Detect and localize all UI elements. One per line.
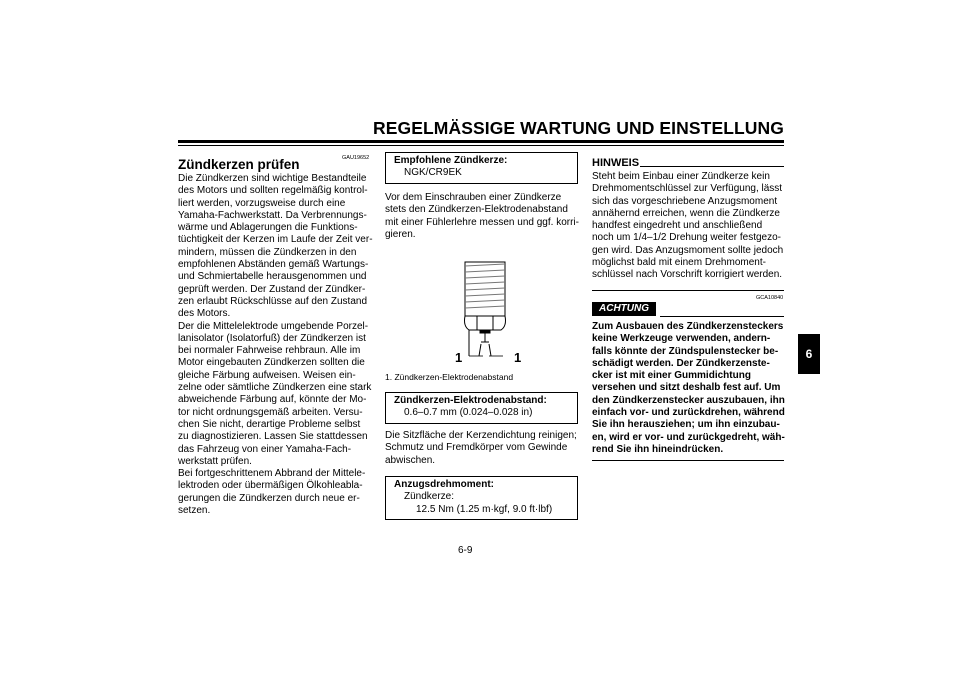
torque-box-value: 12.5 Nm (1.25 m·kgf, 9.0 ft·lbf) [416, 503, 553, 515]
achtung-code: GCA10840 [756, 295, 784, 301]
header-rule-thin [178, 145, 784, 146]
left-body-line: das Fahrzeug von einer Yamaha-Fach- [178, 443, 352, 455]
left-body-line: und Schmiertabelle herausgenommen und [178, 271, 367, 283]
left-body-line: Bei fortgeschrittenem Abbrand der Mittele- [178, 468, 366, 480]
achtung-line: en, wird er vor- und zurückgedreht, wäh- [592, 431, 785, 443]
hinweis-line: sich das vorgeschriebene Anzugsmoment [592, 195, 778, 207]
left-body-line: chen Sie nicht, derartige Probleme selbst [178, 418, 361, 430]
hinweis-line: Steht beim Einbau einer Zündkerze kein [592, 171, 770, 182]
left-body-line: abweichende Färbung auf, könnte der Mo- [178, 394, 367, 406]
left-body-line: geprüft werden. Der Zustand der Zündker- [178, 283, 366, 295]
left-body-line: zu diagnostizieren. Lassen Sie stattdessen [178, 431, 368, 443]
achtung-line: einfach vor- und zurückdrehen, während [592, 407, 785, 419]
figure-label-1-right: 1 [514, 350, 522, 365]
left-body-line: Der die Mittelelektrode umgebende Porzel- [178, 320, 369, 332]
left-body-text [178, 173, 378, 517]
hinweis-line: handfest eingedreht und anschließend [592, 220, 763, 232]
middle-para1-line: mit einer Fühlerlehre messen und ggf. korri- [385, 216, 579, 228]
achtung-line: den Zündkerzenstecker auszubauen, ihn [592, 394, 785, 406]
left-body-line: liert werden, vorzugsweise durch eine [178, 197, 346, 209]
page-header-title: REGELMÄSSIGE WARTUNG UND EINSTELLUNG [373, 118, 784, 138]
left-body-line: mindern, müssen die Zündkerzen in den [178, 246, 357, 258]
left-body-line: empfohlenen Abständen gemäß Wartungs- [178, 259, 369, 271]
left-body-line: Motor eingebauten Zündkerzen sollten die [178, 357, 365, 369]
achtung-line: schädigt werden. Der Zündkerzenste- [592, 357, 770, 369]
hinweis-title: HINWEIS [592, 157, 640, 169]
torque-box [385, 476, 578, 520]
spec-box-title: Empfohlene Zündkerze: [394, 155, 508, 166]
middle-para2-line: Die Sitzfläche der Kerzendichtung reinigen; [385, 430, 577, 441]
left-body-line: gerungen die Zündkerzen durch neue er- [178, 492, 360, 504]
left-body-line: Die Zündkerzen sind wichtige Bestandteile [178, 173, 367, 184]
section-code: GAU19652 [342, 155, 370, 161]
left-body-line: lanisolator (Isolatorfuß) der Zündkerzen ist [178, 332, 366, 344]
gap-box-title: Zündkerzen-Elektrodenabstand: [394, 395, 547, 406]
left-body-line: werkstatt prüfen. [178, 455, 252, 467]
left-body-line: des Motors. [178, 308, 231, 320]
torque-box-title: Anzugsdrehmoment: [394, 479, 494, 490]
left-body-line: des Motors und sollten regelmäßig kontrol- [178, 185, 368, 197]
spark-plug-spec-box [385, 152, 578, 184]
left-body-line: lektroden oder übermäßigen Ölkohleabla- [178, 480, 363, 492]
chapter-tab: 6 [798, 334, 820, 374]
spec-box-value: NGK/CR9EK [404, 167, 462, 179]
achtung-line: rend Sie ihn hineindrücken. [592, 443, 724, 455]
middle-para1-line: Vor dem Einschrauben einer Zündkerze [385, 192, 562, 203]
left-body-line: tüchtigkeit der Kerzen im Laufe der Zeit ver- [178, 234, 373, 246]
figure-caption: 1. Zündkerzen-Elektrodenabstand [385, 372, 514, 382]
left-body-line: bei normaler Fahrweise rehbraun. Alle im [178, 345, 361, 357]
hinweis-line: gen wird. Das Anzugsmoment sollte jedoch [592, 244, 784, 256]
left-body-line: setzen. [178, 505, 211, 517]
hinweis-end-rule [592, 290, 784, 291]
middle-para1-line: gieren. [385, 228, 416, 240]
section-title: Zündkerzen prüfen [178, 157, 300, 172]
hinweis-line: annähernd erreichen, wenn die Zündkerze [592, 207, 780, 219]
page-number: 6-9 [458, 545, 473, 556]
middle-paragraph-2 [385, 430, 585, 467]
middle-para2-line: Schmutz und Fremdkörper vom Gewinde [385, 442, 568, 454]
hinweis-line: Drehmomentschlüssel zur Verfügung, lässt [592, 183, 783, 195]
torque-box-sub: Zündkerze: [404, 491, 455, 503]
achtung-label: ACHTUNG [592, 302, 656, 316]
hinweis-line: schlüssel nach Vorschrift korrigiert werden. [592, 269, 783, 281]
hinweis-line: noch um 1/4–1/2 Drehung weiter festgezo- [592, 232, 781, 244]
figure-label-1-left: 1 [455, 350, 463, 365]
achtung-line: Zum Ausbauen des Zündkerzensteckers [592, 321, 784, 332]
achtung-line: cker ist mit einer Gummidichtung [592, 370, 751, 382]
achtung-line: falls könnte der Zündspulenstecker be- [592, 345, 779, 357]
hinweis-line: möglichst bald mit einem Drehmoment- [592, 257, 766, 269]
achtung-line: versehen und sitzt deshalb fest auf. Um [592, 382, 781, 394]
left-body-line: gleiche Färbung aufweisen. Weisen ein- [178, 369, 356, 381]
left-body-line: zen erlaubt Rückschlüsse auf den Zustand [178, 295, 367, 307]
header-rule [178, 140, 784, 143]
spark-plug-illustration [455, 252, 525, 364]
achtung-body [592, 321, 792, 456]
achtung-line: keine Werkzeuge verwenden, andern- [592, 333, 771, 345]
gap-box-value: 0.6–0.7 mm (0.024–0.028 in) [404, 407, 533, 419]
middle-paragraph-1 [385, 192, 585, 241]
achtung-line: Sie ihn herausziehen; um ihn einzubau- [592, 419, 780, 431]
electrode-gap-box [385, 392, 578, 424]
achtung-end-rule [592, 460, 784, 461]
left-body-line: tor nicht ordnungsgemäß arbeiten. Versu- [178, 406, 363, 418]
middle-para2-line: abwischen. [385, 454, 436, 466]
achtung-rule [660, 316, 784, 317]
left-body-line: Yamaha-Fachwerkstatt. Da Verbrennungs- [178, 209, 367, 221]
hinweis-body [592, 171, 792, 282]
left-body-line: wärme und Ablagerungen die Funktions- [178, 222, 358, 234]
left-body-line: zelne oder sämtliche Zündkerzen eine stark [178, 382, 372, 394]
middle-para1-line: stets den Zündkerzen-Elektrodenabstand [385, 204, 568, 216]
hinweis-rule [640, 166, 784, 167]
